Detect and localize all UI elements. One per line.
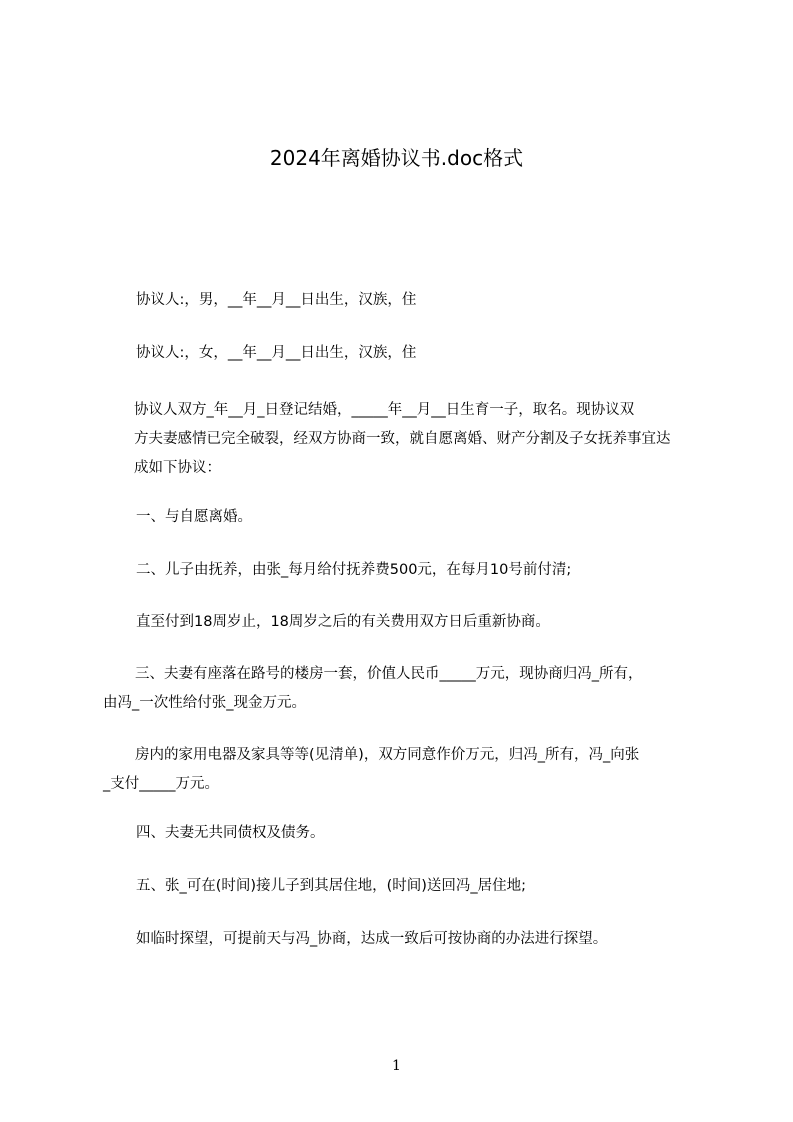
paragraph-line: 成如下协议： bbox=[134, 460, 221, 476]
clause-three bbox=[103, 660, 703, 718]
clause-five-visit bbox=[136, 925, 736, 954]
clause-two-continued bbox=[136, 608, 736, 637]
paragraph-line: 协议人双方_年__月_日登记结婚，_____年__月__日生育一子，取名。现协议双 bbox=[134, 402, 635, 418]
paragraph-line: 四、夫妻无共同债权及债务。 bbox=[136, 825, 325, 841]
paragraph-intro bbox=[134, 396, 734, 483]
paragraph-line: 一、与自愿离婚。 bbox=[136, 509, 252, 525]
clause-four bbox=[136, 819, 736, 848]
paragraph-line: 三、夫妻有座落在路号的楼房一套，价值人民币_____万元，现协商归冯_所有， bbox=[135, 666, 643, 682]
clause-five bbox=[136, 872, 736, 901]
paragraph-line: 房内的家用电器及家具等等(见清单)，双方同意作价万元，归冯_所有，冯_向张 bbox=[135, 747, 640, 763]
paragraph-line: 直至付到18周岁止，18周岁之后的有关费用双方日后重新协商。 bbox=[136, 614, 550, 630]
paragraph-line: 二、儿子由抚养，由张_每月给付抚养费500元，在每月10号前付清; bbox=[136, 562, 572, 578]
paragraph-line: _支付_____万元。 bbox=[103, 776, 219, 792]
paragraph-line: 方夫妻感情已完全破裂，经双方协商一致，就自愿离婚、财产分割及子女抚养事宜达 bbox=[134, 431, 671, 447]
paragraph-line: 协议人:，男，__年__月__日出生，汉族，住 bbox=[136, 292, 417, 308]
paragraph-party-male bbox=[136, 286, 736, 315]
clause-one bbox=[136, 503, 736, 532]
clause-three-furniture bbox=[103, 741, 703, 799]
paragraph-line: 由冯_一次性给付张_现金万元。 bbox=[103, 695, 306, 711]
paragraph-line: 如临时探望，可提前天与冯_协商，达成一致后可按协商的办法进行探望。 bbox=[136, 931, 608, 947]
paragraph-line: 五、张_可在(时间)接儿子到其居住地，(时间)送回冯_居住地; bbox=[136, 878, 527, 894]
clause-two bbox=[136, 556, 736, 585]
page-number: 1 bbox=[392, 1058, 401, 1074]
paragraph-line: 协议人:，女，__年__月__日出生，汉族，住 bbox=[136, 345, 417, 361]
document-title: 2024年离婚协议书.doc格式 bbox=[269, 146, 524, 170]
paragraph-party-female bbox=[136, 339, 736, 368]
